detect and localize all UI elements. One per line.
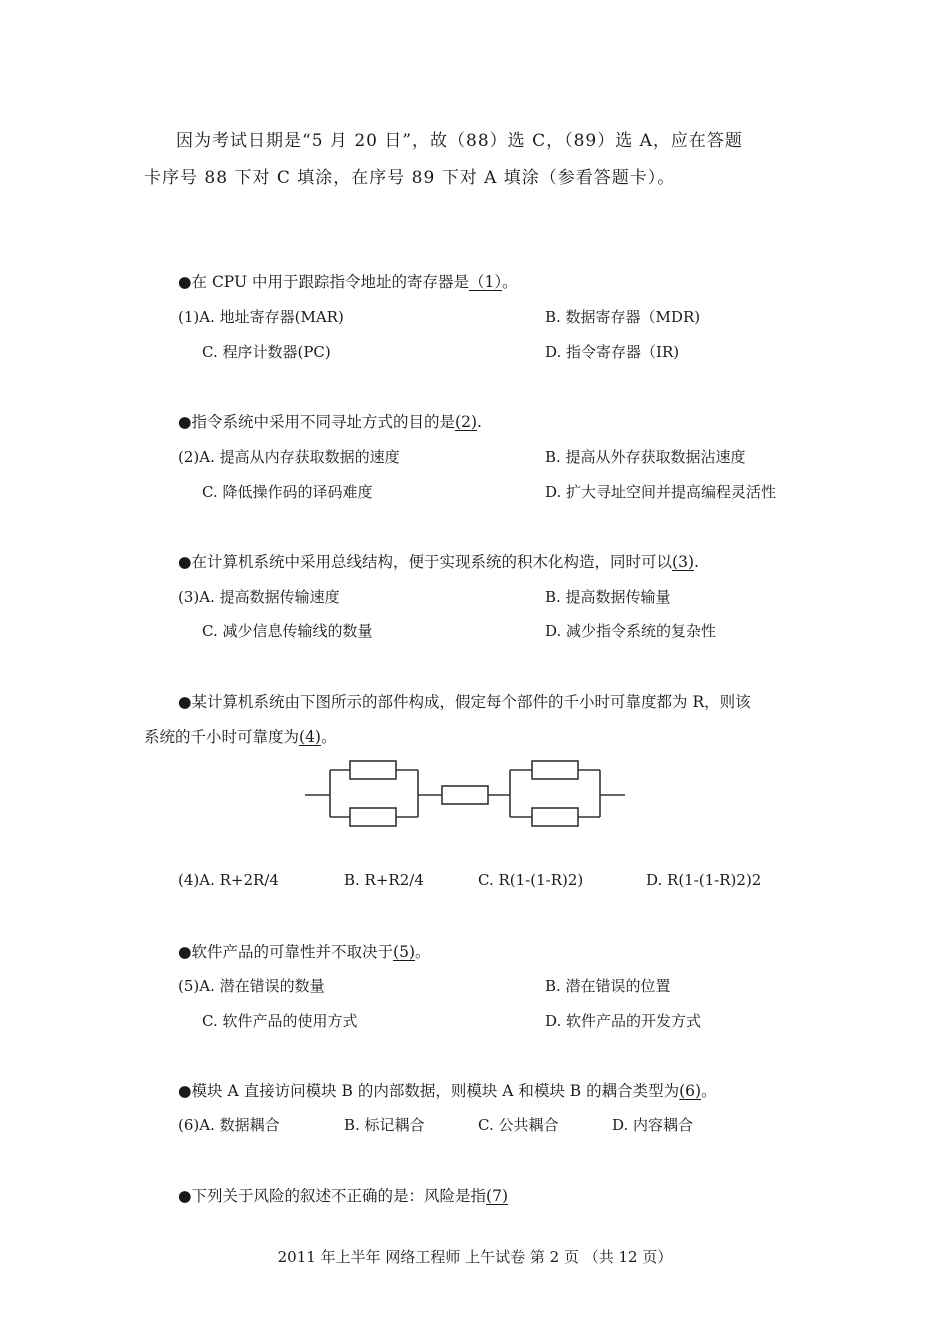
answer-blank-1: （1）	[468, 273, 503, 291]
question-2: ●指令系统中采用不同寻址方式的目的是(2).	[178, 413, 482, 431]
question-4-line-2: 系统的千小时可靠度为(4)。	[144, 728, 337, 746]
answer-blank-7: (7)	[486, 1187, 508, 1205]
q2-option-b: B. 提高从外存获取数据沾速度	[545, 448, 746, 466]
q3-option-a: (3)A. 提高数据传输速度	[178, 588, 340, 606]
q2-option-c: C. 降低操作码的译码难度	[202, 483, 373, 501]
answer-blank-4: (4)	[299, 728, 321, 746]
component-box	[442, 786, 488, 804]
q4-option-b: B. R+R2/4	[344, 871, 424, 889]
q6-option-a: (6)A. 数据耦合	[178, 1116, 280, 1134]
q6-option-b: B. 标记耦合	[344, 1116, 425, 1134]
intro-line-1: 因为考试日期是“5 月 20 日”，故（88）选 C，（89）选 A，应在答题	[176, 131, 743, 151]
answer-blank-5: (5)	[393, 943, 415, 961]
question-1: ●在 CPU 中用于跟踪指令地址的寄存器是（1）。	[178, 273, 518, 291]
q4-option-c: C. R(1-(1-R)2)	[478, 871, 584, 889]
q2-option-d: D. 扩大寻址空间并提高编程灵活性	[545, 483, 777, 501]
q3-option-c: C. 减少信息传输线的数量	[202, 622, 373, 640]
q3-option-d: D. 减少指令系统的复杂性	[545, 622, 717, 640]
q5-option-a: (5)A. 潜在错误的数量	[178, 977, 325, 995]
q1-option-d: D. 指令寄存器（IR)	[545, 343, 680, 361]
question-5: ●软件产品的可靠性并不取决于(5)。	[178, 943, 431, 961]
q1-option-b: B. 数据寄存器（MDR)	[545, 308, 701, 326]
q1-option-a: (1)A. 地址寄存器(MAR)	[178, 308, 344, 326]
answer-blank-3: (3)	[672, 553, 694, 571]
question-3: ●在计算机系统中采用总线结构，便于实现系统的积木化构造，同时可以(3).	[178, 553, 699, 571]
q4-option-d: D. R(1-(1-R)2)2	[646, 871, 762, 889]
q3-option-b: B. 提高数据传输量	[545, 588, 671, 606]
reliability-diagram	[300, 755, 640, 835]
q2-option-a: (2)A. 提高从内存获取数据的速度	[178, 448, 400, 466]
question-4-line-1: ●某计算机系统由下图所示的部件构成，假定每个部件的千小时可靠度都为 R，则该	[178, 693, 751, 711]
question-7: ●下列关于风险的叙述不正确的是：风险是指(7)	[178, 1187, 508, 1205]
question-6: ●模块 A 直接访问模块 B 的内部数据，则模块 A 和模块 B 的耦合类型为(6)。	[178, 1082, 717, 1100]
answer-blank-6: (6)	[679, 1082, 702, 1100]
intro-line-2: 卡序号 88 下对 C 填涂，在序号 89 下对 A 填涂（参看答题卡）。	[144, 168, 676, 188]
q4-option-a: (4)A. R+2R/4	[178, 871, 279, 889]
page-footer: 2011 年上半年 网络工程师 上午试卷 第 2 页 （共 12 页）	[277, 1248, 673, 1266]
q1-option-c: C. 程序计数器(PC)	[202, 343, 331, 361]
q6-option-c: C. 公共耦合	[478, 1116, 559, 1134]
q5-option-b: B. 潜在错误的位置	[545, 977, 671, 995]
q5-option-d: D. 软件产品的开发方式	[545, 1012, 702, 1030]
q6-option-d: D. 内容耦合	[612, 1116, 694, 1134]
component-box	[350, 808, 396, 826]
q5-option-c: C. 软件产品的使用方式	[202, 1012, 358, 1030]
answer-blank-2: (2)	[455, 413, 477, 431]
component-box	[532, 761, 578, 779]
component-box	[350, 761, 396, 779]
component-box	[532, 808, 578, 826]
